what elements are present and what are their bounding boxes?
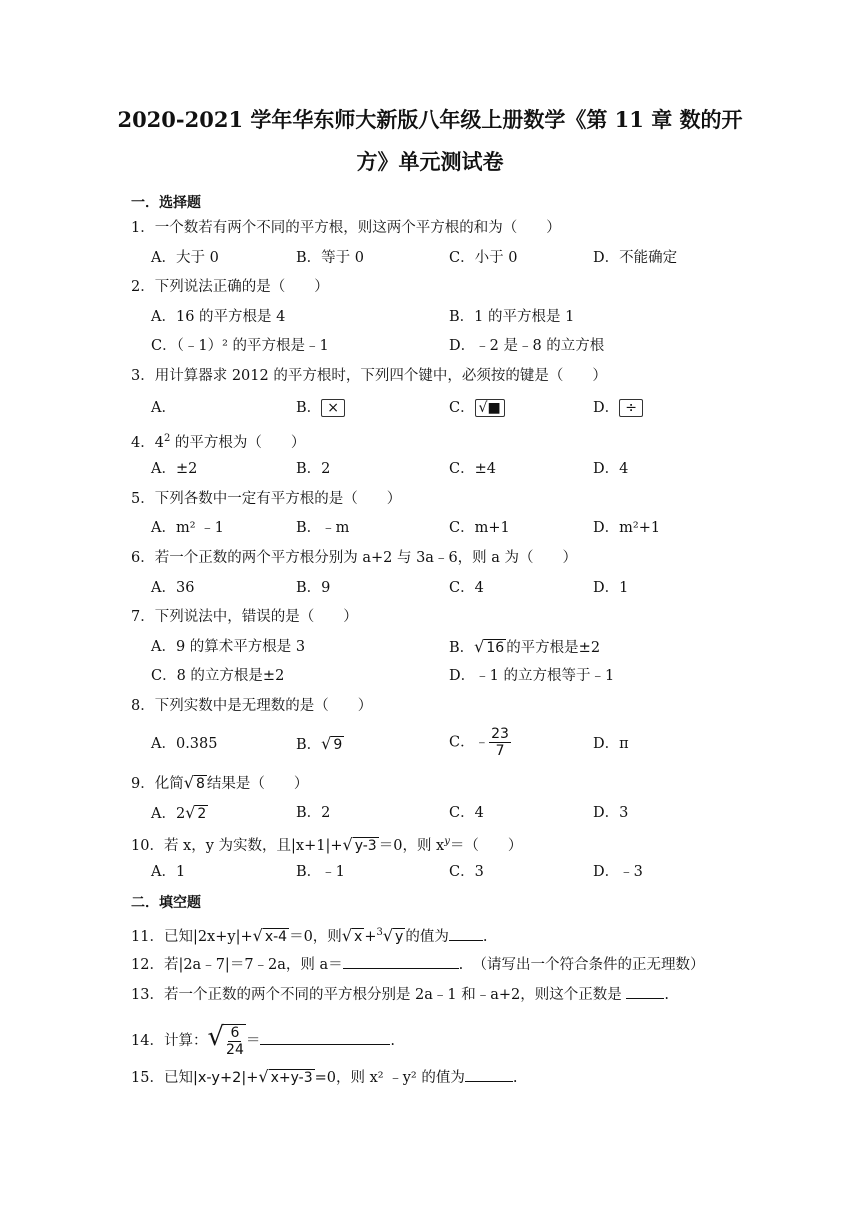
q1-option-d: D．不能确定 (593, 250, 678, 266)
section-fill-heading: 二．填空题 (131, 895, 201, 911)
q11-stem: 11．已知|2x+y|+√ x-4 ＝0，则√ x +$^3$√ y 的值为 . (131, 925, 488, 945)
q9-option-d: D．3 (593, 805, 629, 821)
sqrt-y-minus-3: √ y-3 (342, 834, 377, 854)
q8-option-b: B．√ 9 (296, 734, 343, 753)
q3-option-d: D． ÷ (593, 398, 643, 418)
q12-stem: 12．若|2a﹣7|＝7﹣2a，则 a＝ . （请写出一个符合条件的正无理数） (131, 957, 705, 973)
q7-option-a: A．9 的算术平方根是 3 (151, 639, 306, 655)
q10-option-c: C．3 (449, 864, 484, 880)
q9-stem: 9．化简√ 8 结果是（ ） (131, 773, 309, 792)
cube-root-y: √ y (382, 925, 404, 945)
sqrt-9: √ 9 (321, 734, 343, 753)
q8-option-a: A．0.385 (151, 736, 218, 752)
q6-option-d: D．1 (593, 580, 629, 596)
q5-option-b: B．﹣m (296, 520, 350, 536)
q15-answer-blank (465, 1081, 513, 1082)
q8-option-c: C．﹣ $\frac{23}{7}$ (449, 726, 509, 759)
sqrt-x-minus-4: √ x-4 (252, 925, 288, 945)
q14-answer-blank (260, 1044, 390, 1045)
q6-option-c: C．4 (449, 580, 484, 596)
q6-option-a: A．36 (151, 580, 195, 596)
fraction-23-7: $\frac{23}{7}$ (491, 726, 509, 759)
square-root-key-icon: √■ (475, 399, 505, 417)
q2-stem: 2．下列说法正确的是（ ） (131, 279, 329, 295)
q1-option-b: B．等于 0 (296, 250, 364, 266)
q5-option-d: D．m²+1 (593, 520, 661, 536)
q4-option-c: C．±4 (449, 461, 496, 477)
q2-option-a: A．16 的平方根是 4 (151, 309, 286, 325)
q10-stem: 10．若 x，y 为实数，且|x+1|+√ y-3 ＝0，则 $x^y=$（ ） (131, 834, 523, 854)
q2-option-d: D．﹣2 是﹣8 的立方根 (449, 338, 605, 354)
q5-option-c: C．m+1 (449, 520, 510, 536)
q3-stem: 3．用计算器求 2012 的平方根时，下列四个键中，必须按的键是（ ） (131, 368, 607, 384)
sqrt-2: √ 2 (185, 803, 207, 822)
q14-stem: 14．计算：√ $\frac{6}{24}$ ＝ . (131, 1022, 395, 1058)
q3-option-a: A． (151, 400, 176, 416)
q9-option-c: C．4 (449, 805, 484, 821)
q4-option-b: B．2 (296, 461, 331, 477)
q9-option-a: A．2√ 2 (151, 803, 207, 822)
sqrt-x: √ x (341, 925, 363, 945)
q7-option-d: D．﹣1 的立方根等于﹣1 (449, 668, 615, 684)
section-choice-heading: 一．选择题 (131, 195, 201, 211)
q2-option-b: B．1 的平方根是 1 (449, 309, 575, 325)
q2-option-c: C．（﹣1）² 的平方根是﹣1 (151, 338, 329, 354)
q12-answer-blank (343, 968, 459, 969)
q7-option-b: B．√ 16 的平方根是±2 (449, 637, 601, 656)
q3-option-c: C． √■ (449, 398, 505, 418)
q6-option-b: B．9 (296, 580, 331, 596)
sqrt-6-over-24: √ $\frac{6}{24}$ (207, 1022, 244, 1058)
q8-stem: 8．下列实数中是无理数的是（ ） (131, 698, 373, 714)
q7-option-c: C．8 的立方根是±2 (151, 668, 285, 684)
sqrt-16: √ 16 (474, 637, 505, 656)
q11-answer-blank (449, 940, 483, 941)
q7-stem: 7．下列说法中，错误的是（ ） (131, 609, 358, 625)
title-line-2: 方》单元测试卷 (356, 149, 504, 174)
q8-option-d: D．π (593, 736, 629, 752)
q15-stem: 15．已知|x-y+2|+√ x+y-3 =0，则 x² ﹣y² 的值为 . (131, 1067, 518, 1086)
title-line-1: 2020-2021 学年华东师大新版八年级上册数学《第 11 章 数的开 (117, 107, 743, 132)
multiply-key-icon: × (321, 399, 345, 417)
q1-stem: 1．一个数若有两个不同的平方根，则这两个平方根的和为（ ） (131, 220, 561, 236)
q10-option-d: D．﹣3 (593, 864, 643, 880)
q5-stem: 5．下列各数中一定有平方根的是（ ） (131, 491, 402, 507)
q4-option-d: D．4 (593, 461, 629, 477)
sqrt-x-plus-y-minus-3: √ x+y-3 (258, 1067, 313, 1086)
q4-option-a: A．±2 (151, 461, 198, 477)
divide-key-icon: ÷ (619, 399, 643, 417)
q1-option-c: C．小于 0 (449, 250, 518, 266)
q3-option-b: B． × (296, 398, 345, 418)
q9-option-b: B．2 (296, 805, 331, 821)
q10-option-b: B．﹣1 (296, 864, 345, 880)
sqrt-8: √ 8 (183, 773, 205, 792)
q1-option-a: A．大于 0 (151, 250, 219, 266)
q4-stem: 4．$4^2$ 的平方根为（ ） (131, 433, 306, 451)
q13-stem: 13．若一个正数的两个不同的平方根分别是 2a﹣1 和﹣a+2，则这个正数是 . (131, 987, 669, 1003)
q5-option-a: A．m² ﹣1 (151, 520, 224, 536)
q6-stem: 6．若一个正数的两个平方根分别为 a+2 与 3a﹣6，则 a 为（ ） (131, 550, 578, 566)
q13-answer-blank (626, 998, 664, 999)
q10-option-a: A．1 (151, 864, 186, 880)
